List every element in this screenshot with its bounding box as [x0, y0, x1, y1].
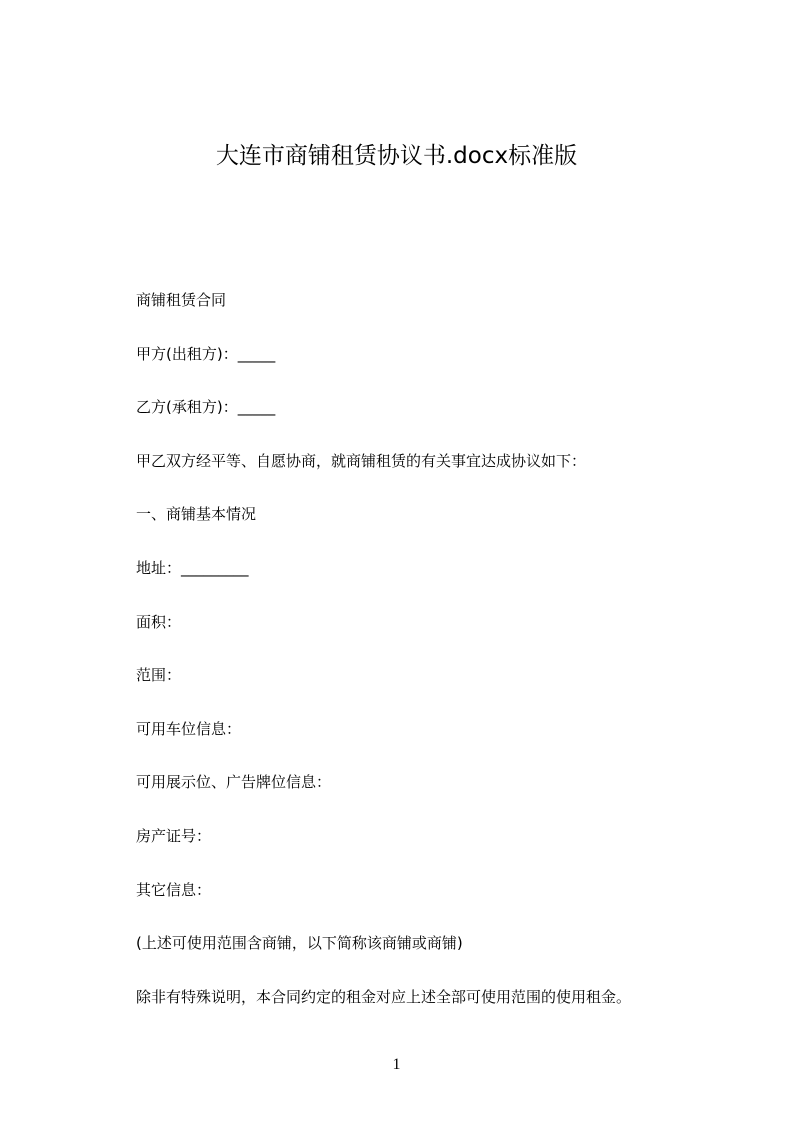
parking-info-line: 可用车位信息：: [136, 719, 242, 738]
contract-heading: 商铺租赁合同: [136, 291, 227, 309]
scope-note-line: (上述可使用范围含商铺，以下简称该商铺或商铺): [136, 934, 463, 953]
scope-line: 范围：: [136, 666, 182, 685]
party-a-line: 甲方(出租方)：_____: [136, 344, 276, 363]
address-line: 地址：_________: [136, 558, 249, 577]
rent-note-line: 除非有特殊说明，本合同约定的租金对应上述全部可使用范围的使用租金。: [136, 987, 632, 1006]
agreement-intro: 甲乙双方经平等、自愿协商，就商铺租赁的有关事宜达成协议如下：: [136, 451, 587, 470]
area-line: 面积：: [136, 612, 182, 631]
party-b-line: 乙方(承租方)：_____: [136, 398, 276, 417]
other-info-line: 其它信息：: [136, 880, 212, 899]
page-number: 1: [392, 1056, 401, 1073]
document-title: 大连市商铺租赁协议书.docx标准版: [215, 143, 578, 169]
display-ad-info-line: 可用展示位、广告牌位信息：: [136, 773, 332, 792]
section-heading-basic-info: 一、商铺基本情况: [136, 505, 257, 524]
property-cert-line: 房产证号：: [136, 826, 212, 845]
document-body: [136, 288, 736, 1038]
